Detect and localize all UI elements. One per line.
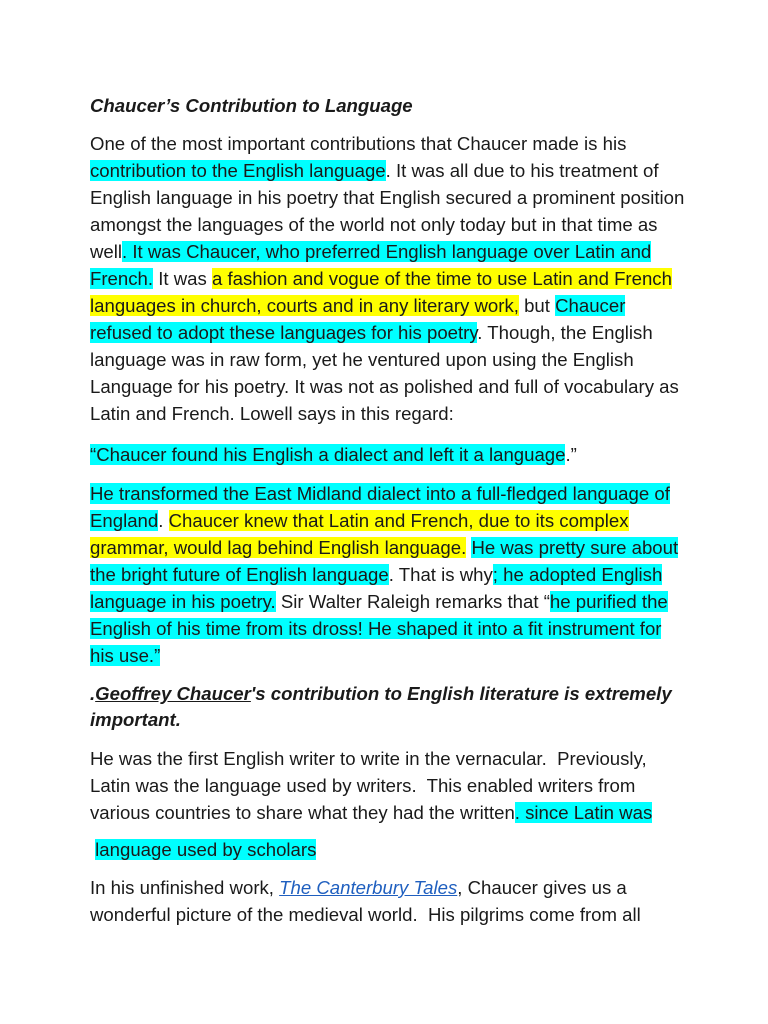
text-line <box>90 800 652 826</box>
highlighted-text: Chaucer knew that Latin and French, due to its complex <box>168 510 629 531</box>
canterbury-tales-link[interactable]: The Canterbury Tales <box>279 877 458 898</box>
text-line <box>90 293 625 319</box>
text-line <box>90 239 651 265</box>
text-line <box>90 508 629 534</box>
highlighted-text: grammar, would lag behind English language. <box>90 537 467 558</box>
text-span: He was the first English writer to write in the vernacular. Previously, <box>90 748 647 769</box>
highlighted-text: languages in church, courts and in any literary work, <box>90 295 519 316</box>
highlighted-text: French. <box>90 268 154 289</box>
text-span: It was <box>153 268 212 289</box>
subheading-line-2: important. <box>90 709 181 730</box>
text-line <box>90 535 678 561</box>
highlighted-text: He transformed the East Midland dialect into a full-fledged language of <box>90 483 670 504</box>
highlighted-text: “Chaucer found his English a dialect and left it a language <box>90 444 566 465</box>
text-span: amongst the languages of the world not only today but in that time as <box>90 214 658 235</box>
highlighted-text: England <box>90 510 159 531</box>
text-line <box>90 212 657 238</box>
subheading-name: Geoffrey Chaucer <box>95 683 251 704</box>
text-line <box>90 481 670 507</box>
text-span: well <box>90 241 123 262</box>
highlighted-text: a fashion and vogue of the time to use Latin and French <box>211 268 672 289</box>
text-span: Latin was the language used by writers. This enabled writers from <box>90 775 636 796</box>
text-line <box>90 347 634 373</box>
text-line <box>90 320 653 346</box>
text-line <box>90 374 679 400</box>
highlighted-text: the bright future of English language <box>90 564 389 585</box>
text-line <box>90 158 659 184</box>
highlighted-text: contribution to the English language <box>90 160 386 181</box>
text-line <box>90 616 661 642</box>
text-line <box>90 773 635 799</box>
text-span: . It was all due to his treatment of <box>385 160 659 181</box>
text-line <box>90 837 316 863</box>
text-span: One of the most important contributions that Chaucer made is his <box>90 133 627 154</box>
text-span: . That is why <box>388 564 493 585</box>
highlighted-text: Chaucer <box>555 295 626 316</box>
highlighted-text: English of his time from its dross! He shaped it into a fit instrument for <box>90 618 662 639</box>
text-line <box>90 562 662 588</box>
text-line <box>90 131 626 157</box>
text-line <box>90 643 160 669</box>
document-heading: Chaucer’s Contribution to Language <box>90 95 413 116</box>
text-line <box>90 746 647 772</box>
highlighted-text: He was pretty sure about <box>471 537 679 558</box>
text-span: English language in his poetry that English secured a prominent position <box>90 187 685 208</box>
text-line <box>90 442 577 468</box>
highlighted-text: language used by scholars <box>95 839 317 860</box>
highlighted-text: . It was Chaucer, who preferred English language over Latin and <box>122 241 652 262</box>
subheading-line-1 <box>90 681 672 707</box>
text-span: Latin and French. Lowell says in this regard: <box>90 403 454 424</box>
paragraph-canterbury-line-2: wonderful picture of the medieval world. His pilgrims come from all <box>90 904 641 925</box>
subheading-rest: 's contribution to English literature is extremely <box>250 683 672 704</box>
text-span: . <box>158 510 169 531</box>
highlighted-text: his use.” <box>90 645 161 666</box>
highlighted-text: he purified the <box>549 591 668 612</box>
text-span: Sir Walter Raleigh remarks that “ <box>275 591 550 612</box>
highlighted-text: ; he adopted English <box>492 564 663 585</box>
text-span: Language for his poetry. It was not as polished and full of vocabulary as <box>90 376 679 397</box>
text-line <box>90 401 454 427</box>
text-span: language was in raw form, yet he ventured upon using the English <box>90 349 634 370</box>
highlighted-text: . since Latin was <box>514 802 653 823</box>
highlighted-text: refused to adopt these languages for his poetry <box>90 322 478 343</box>
canterbury-text-before: In his unfinished work, <box>90 877 280 898</box>
paragraph-canterbury-line-1 <box>90 875 627 901</box>
text-line <box>90 266 672 292</box>
text-line <box>90 185 684 211</box>
text-span: .” <box>565 444 577 465</box>
text-span: various countries to share what they had the written <box>90 802 515 823</box>
text-span: . Though, the English <box>477 322 653 343</box>
text-line <box>90 589 668 615</box>
highlighted-text: language in his poetry. <box>90 591 276 612</box>
subheading-prefix: . <box>90 683 96 704</box>
text-span: but <box>518 295 556 316</box>
canterbury-text-after: , Chaucer gives us a <box>457 877 627 898</box>
